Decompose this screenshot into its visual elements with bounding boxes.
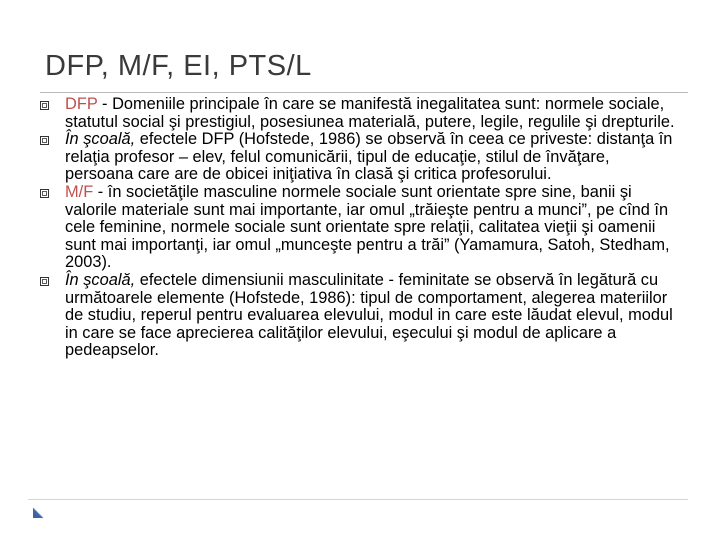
title-divider <box>40 92 688 93</box>
bullet-icon <box>40 136 49 145</box>
footer-divider <box>28 499 688 500</box>
bullet-lead: M/F <box>65 182 94 201</box>
bullet-item <box>40 184 680 272</box>
bullet-list <box>40 96 680 360</box>
bullet-text: - Domeniile principale în care se manifestă inegalitatea sunt: normele sociale, statutul social şi prestigiul, posesiunea materială, putere, legile, regulile şi drepturile. <box>65 95 675 131</box>
bullet-text: efectele DFP (Hofstede, 1986) se observă în ceea ce priveste: distanţa în relaţia profesor – elev, felul comunicării, tipul de educaţie, stilul de învăţare, persoana care are de obicei iniţiativa în clasă şi critica profesorului. <box>65 130 673 184</box>
bullet-lead: DFP <box>65 95 98 113</box>
bullet-lead: În şcoală, <box>65 270 136 289</box>
bullet-item <box>40 272 680 360</box>
bullet-item <box>40 131 680 184</box>
slide-title: DFP, M/F, EI, PTS/L <box>45 50 312 82</box>
bullet-item <box>40 96 680 131</box>
bullet-text: - în societăţile masculine normele sociale sunt orientate spre sine, banii şi valorile materiale sunt mai importante, iar omul „trăieşte pentru a munci”, pe cînd în cele feminine, normele sociale sunt orientate spre relaţii, calitatea vieţii şi oamenii sunt mai importanţi, iar omul „munceşte pentru a trăi” (Yamamura, Satoh, Stedham, 2003). <box>65 182 670 272</box>
bullet-icon <box>40 277 49 286</box>
bullet-lead: În şcoală, <box>65 130 136 149</box>
bullet-text: efectele dimensiunii masculinitate - feminitate se observă în legătură cu următoarele elemente (Hofstede, 1986): tipul de comportament, alegerea materiilor de studiu, reperul pentru evaluarea elevului, modul in care este lăudat elevul, modul in care se face aprecierea calităţilor elevului, eşecului şi modul de aplicare a pedeapselor. <box>65 270 673 360</box>
bullet-icon <box>40 101 49 110</box>
slide-nav-arrow-icon[interactable] <box>31 506 45 520</box>
bullet-icon <box>40 189 49 198</box>
